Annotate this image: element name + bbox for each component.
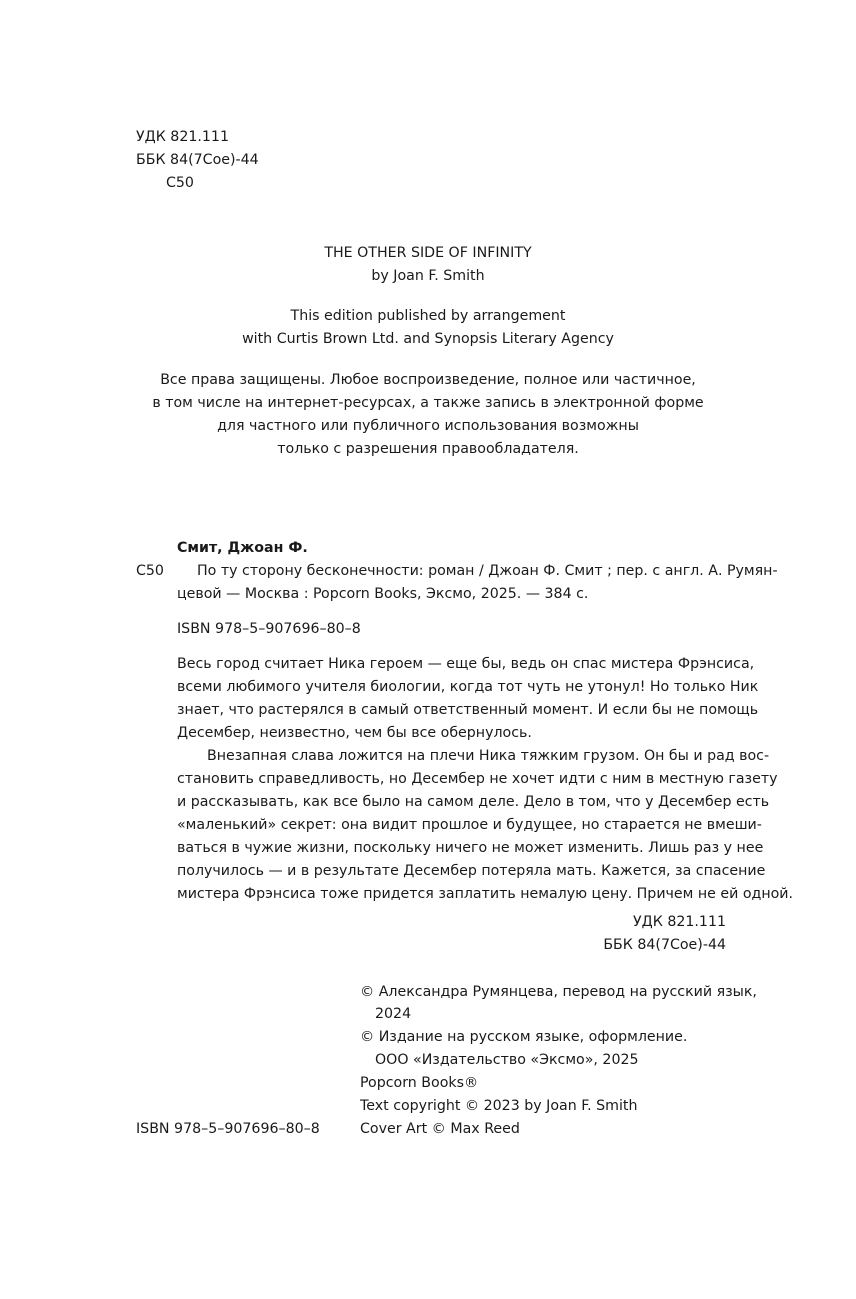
original-author: by Joan F. Smith xyxy=(371,268,485,284)
copyright-line: © Издание на русском языке, оформление. xyxy=(360,1029,688,1045)
annotation-line: Весь город считает Ника героем — еще бы, ведь он спас мистера Фрэнсиса, xyxy=(177,656,755,672)
annotation-line: и рассказывать, как все было на самом деле. Дело в том, что у Десембер есть xyxy=(177,794,770,810)
catalog-heading: Смит, Джоан Ф. xyxy=(177,540,308,556)
annotation-line: знает, что растерялся в самый ответственный момент. И если бы не помощь xyxy=(177,702,759,718)
rights-line: для частного или публичного использования возможны xyxy=(217,418,639,434)
catalog-description: цевой — Москва : Popcorn Books, Эксмо, 2025. — 384 с. xyxy=(177,586,589,602)
copyright-line: 2024 xyxy=(375,1006,412,1022)
copyright-line: Popcorn Books® xyxy=(360,1075,479,1091)
copyright-line: Text copyright © 2023 by Joan F. Smith xyxy=(360,1098,638,1114)
arrangement-line-1: This edition published by arrangement xyxy=(290,308,566,324)
catalog-description: По ту сторону бесконечности: роман / Джоан Ф. Смит ; пер. с англ. А. Румян- xyxy=(197,563,778,579)
copyright-line: Cover Art © Max Reed xyxy=(360,1121,520,1137)
annotation-line: всеми любимого учителя биологии, когда тот чуть не утонул! Но только Ник xyxy=(177,679,759,695)
udk-code: УДК 821.111 xyxy=(136,129,229,145)
catalog-isbn: ISBN 978–5–907696–80–8 xyxy=(177,621,361,637)
annotation-line: становить справедливость, но Десембер не хочет идти с ним в местную газету xyxy=(177,771,778,787)
copyright-line: © Александра Румянцева, перевод на русский язык, xyxy=(360,984,757,1000)
annotation-line: Десембер, неизвестно, чем бы все обернулось. xyxy=(177,725,532,741)
rights-line: только с разрешения правообладателя. xyxy=(277,441,579,457)
original-title: THE OTHER SIDE OF INFINITY xyxy=(324,245,532,261)
bbk-code: ББК 84(7Сое)-44 xyxy=(136,152,259,168)
udk-code-right: УДК 821.111 xyxy=(633,914,726,930)
arrangement-line-2: with Curtis Brown Ltd. and Synopsis Literary Agency xyxy=(242,331,614,347)
annotation-line: ваться в чужие жизни, поскольку ничего не может изменить. Лишь раз у нее xyxy=(177,840,764,856)
annotation-line: получилось — и в результате Десембер потеряла мать. Кажется, за спасение xyxy=(177,863,766,879)
copyright-line: ООО «Издательство «Эксмо», 2025 xyxy=(375,1052,639,1068)
annotation-line: Внезапная слава ложится на плечи Ника тяжким грузом. Он бы и рад вос- xyxy=(207,748,770,764)
bottom-isbn: ISBN 978–5–907696–80–8 xyxy=(136,1121,320,1137)
catalog-sign: С50 xyxy=(136,563,164,579)
annotation-line: мистера Фрэнсиса тоже придется заплатить немалую цену. Причем не ей одной. xyxy=(177,886,794,902)
rights-line: Все права защищены. Любое воспроизведение, полное или частичное, xyxy=(160,372,696,388)
annotation-line: «маленький» секрет: она видит прошлое и будущее, но старается не вмеши- xyxy=(177,817,762,833)
rights-line: в том числе на интернет-ресурсах, а также запись в электронной форме xyxy=(152,395,704,411)
author-sign: С50 xyxy=(166,175,194,191)
bbk-code-right: ББК 84(7Сое)-44 xyxy=(603,937,726,953)
